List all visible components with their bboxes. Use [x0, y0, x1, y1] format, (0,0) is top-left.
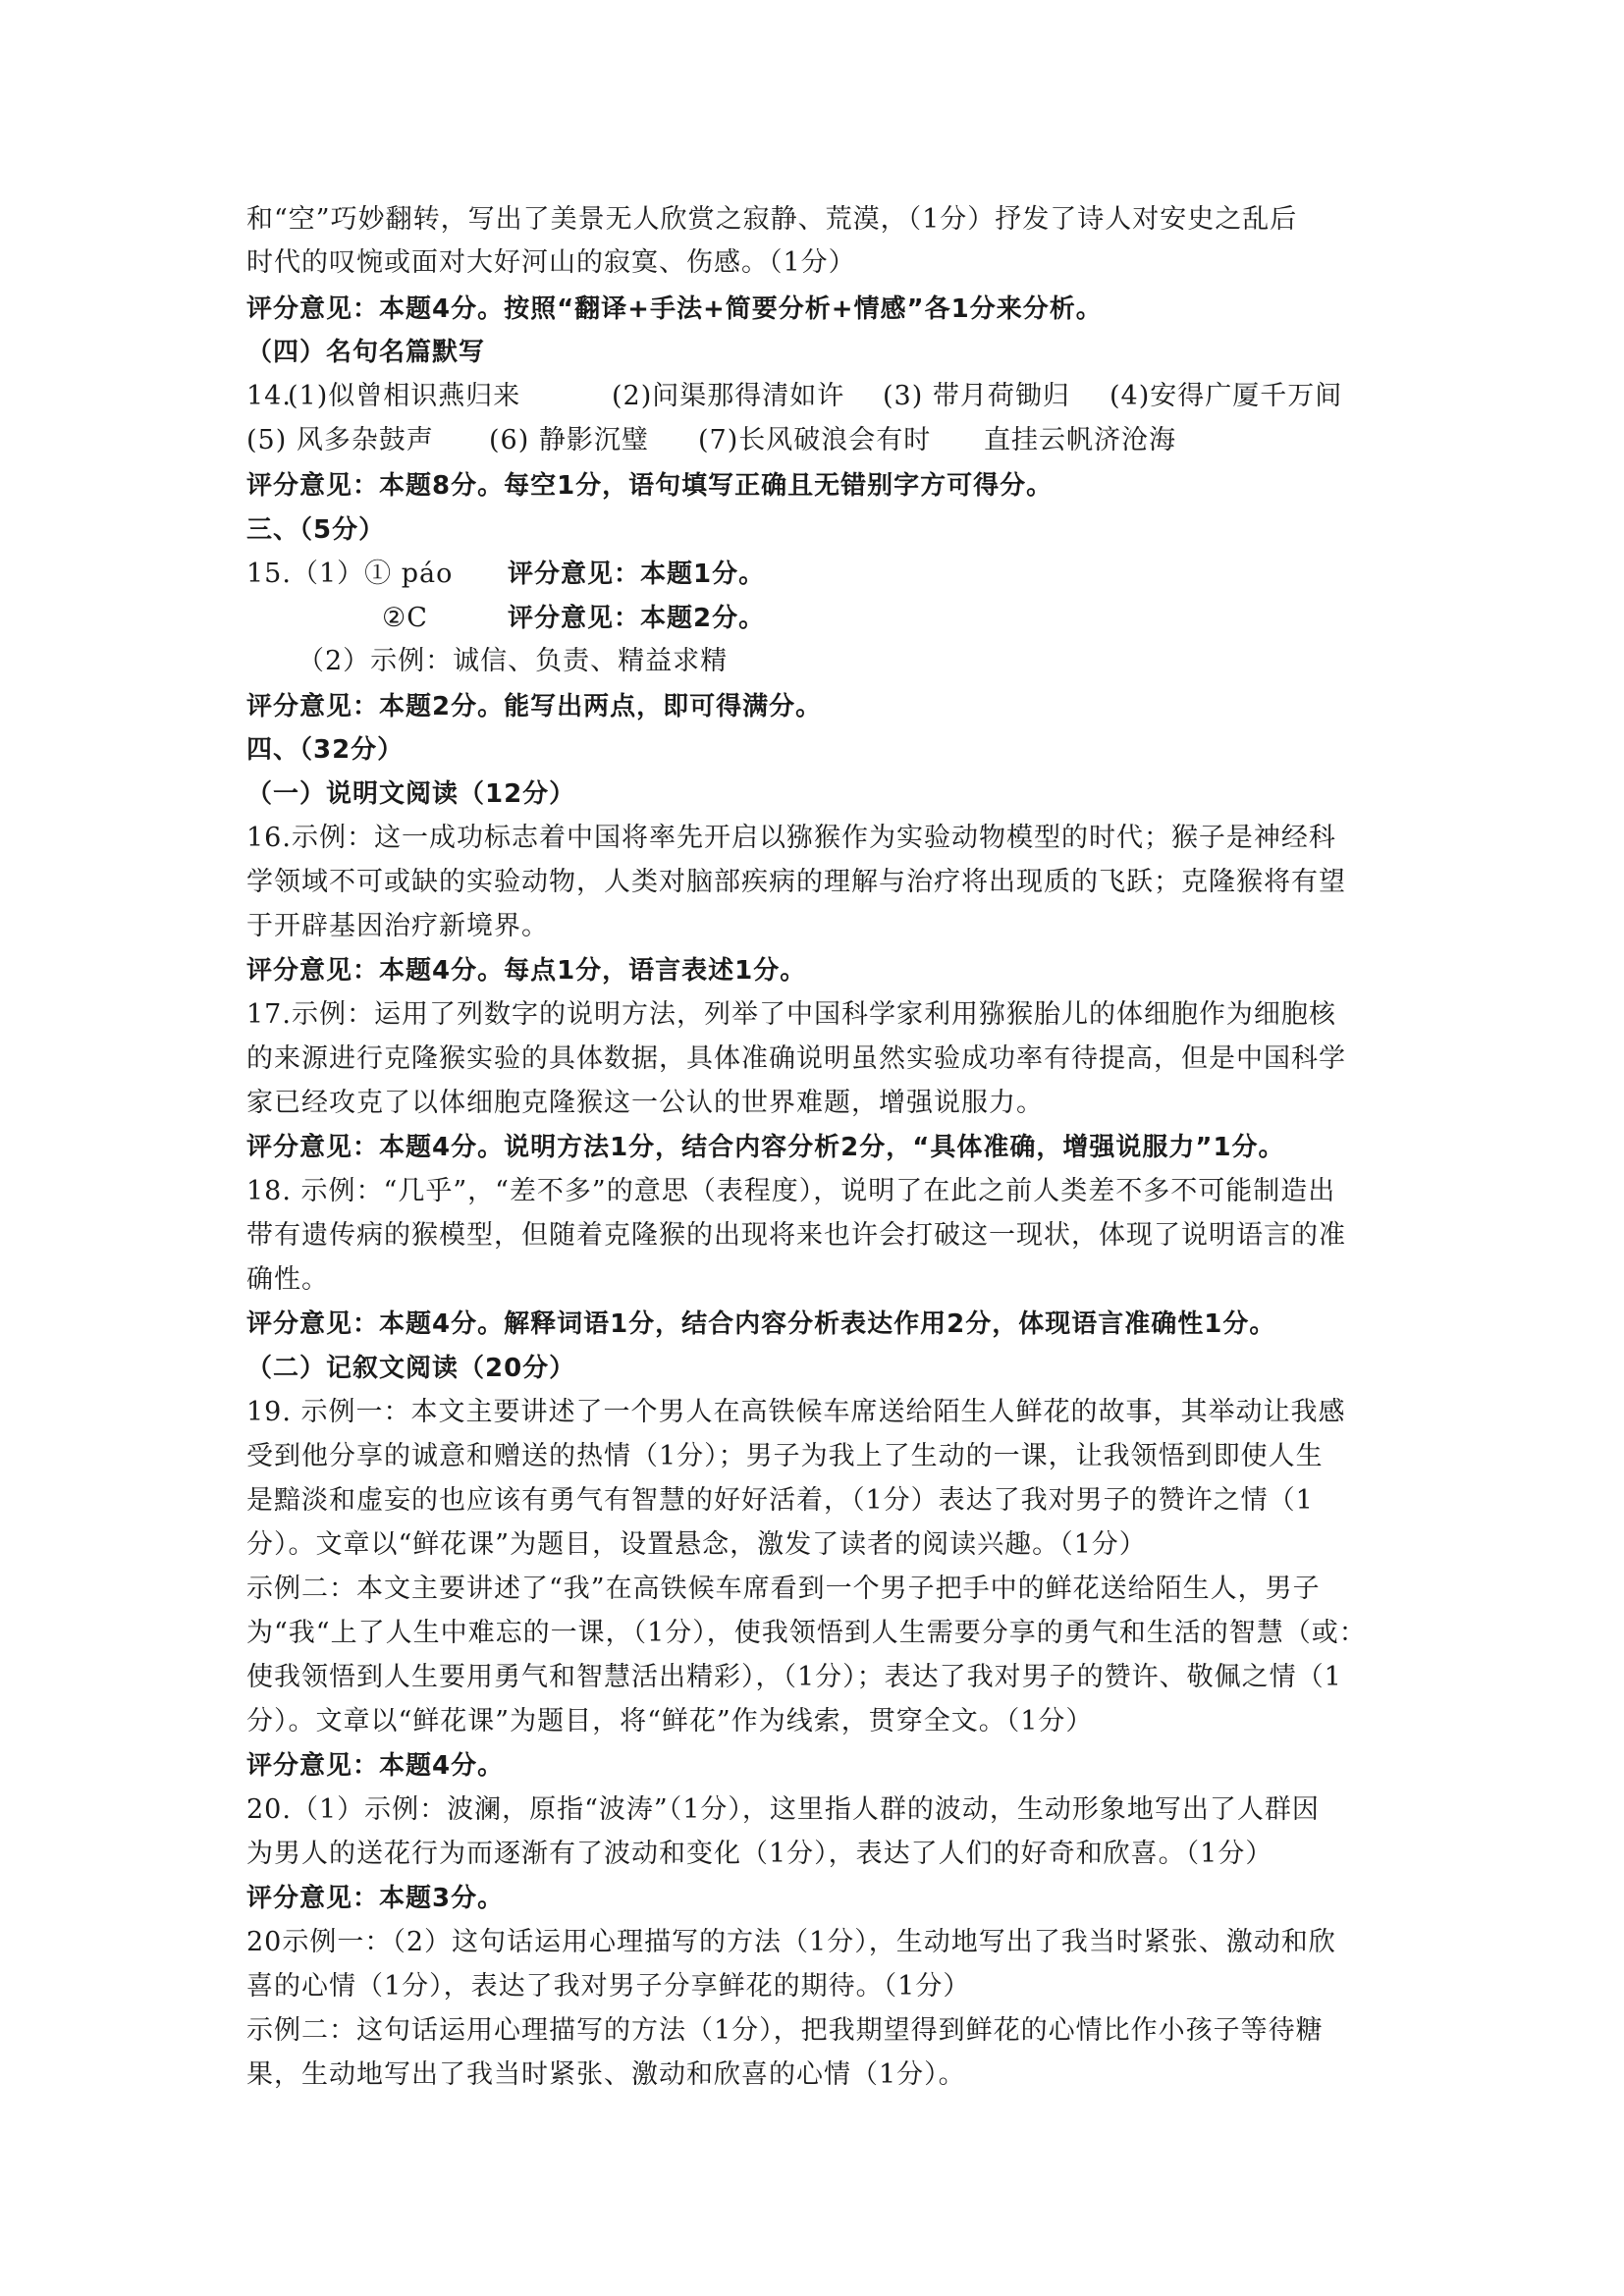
q14-answer-2: (2)问渠那得清如许 — [612, 381, 845, 411]
q15-row2 — [246, 597, 1400, 640]
q14-label: 14. — [246, 381, 292, 411]
text-line: 16.示例：这一成功标志着中国将率先开启以猕猴作为实验动物模型的时代；猴子是神经科 — [246, 823, 1336, 853]
text-line: 学领域不可或缺的实验动物，人类对脑部疾病的理解与治疗将出现质的飞跃；克隆猴将有望 — [246, 867, 1346, 897]
q15-answer-1: 15.（1）① páo — [246, 559, 454, 589]
scoring-note: 评分意见：本题1分。 — [508, 560, 766, 589]
section-heading: （一）说明文阅读（12分） — [246, 779, 576, 809]
text-line: 带有遗传病的猴模型，但随着克隆猴的出现将来也许会打破这一现状，体现了说明语言的准 — [246, 1220, 1346, 1251]
text-line: 17.示例：运用了列数字的说明方法，列举了中国科学家利用猕猴胎儿的体细胞作为细胞核 — [246, 999, 1336, 1030]
text-line: 示例二：这句话运用心理描写的方法（1分），把我期望得到鲜花的心情比作小孩子等待糖 — [246, 2015, 1324, 2046]
text-line: 确性。 — [246, 1264, 329, 1295]
q14-answer-1: (1)似曾相识燕归来 — [288, 381, 521, 411]
q14-row2 — [246, 419, 1400, 462]
section-heading: （四）名句名篇默写 — [246, 338, 486, 367]
text-line: 是黯淡和虚妄的也应该有勇气有智慧的好好活着，（1分）表达了我对男子的赞许之情（1 — [246, 1485, 1314, 1516]
text-line: 示例二：本文主要讲述了“我”在高铁候车席看到一个男子把手中的鲜花送给陌生人，男子 — [246, 1574, 1321, 1604]
scoring-note: 评分意见：本题4分。解释词语1分，结合内容分析表达作用2分，体现语言准确性1分。 — [246, 1309, 1276, 1339]
q15-answer-2: ②C — [382, 603, 428, 633]
section-heading: 四、（32分） — [246, 735, 405, 765]
q14-answer-7a: (7)长风破浪会有时 — [698, 425, 932, 455]
text-line: 时代的叹惋或面对大好河山的寂寞、伤感。（1分） — [246, 247, 856, 278]
scoring-note: 评分意见：本题4分。说明方法1分，结合内容分析2分，“具体准确，增强说服力”1分。 — [246, 1133, 1285, 1162]
q14-answer-3: (3) 带月荷锄归 — [883, 381, 1070, 411]
text-line: 和“空”巧妙翻转，写出了美景无人欣赏之寂静、荒漠，（1分）抒发了诗人对安史之乱后 — [246, 204, 1298, 235]
q14-answer-4: (4)安得广厦千万间 — [1110, 381, 1343, 411]
text-line: 使我领悟到人生要用勇气和智慧活出精彩），（1分）；表达了我对男子的赞许、敬佩之情（1 — [246, 1662, 1342, 1692]
text-line: 分）。文章以“鲜花课”为题目，设置悬念，激发了读者的阅读兴趣。（1分） — [246, 1529, 1147, 1560]
text-line: 果，生动地写出了我当时紧张、激动和欣喜的心情（1分）。 — [246, 2059, 966, 2090]
scoring-note: 评分意见：本题4分。 — [246, 1751, 505, 1781]
q14-answer-7b: 直挂云帆济沧海 — [984, 425, 1176, 455]
text-line: 18. 示例：“几乎”，“差不多”的意思（表程度），说明了在此之前人类差不多不可能制造出 — [246, 1176, 1336, 1206]
text-line: 喜的心情（1分），表达了我对男子分享鲜花的期待。（1分） — [246, 1971, 971, 2002]
section-heading: 三、（5分） — [246, 515, 386, 545]
q15-row1 — [246, 553, 1400, 596]
text-line: 20.（1）示例：波澜，原指“波涛”（1分），这里指人群的波动，生动形象地写出了人群因 — [246, 1794, 1320, 1825]
text-line: 为“我“上了人生中难忘的一课，（1分），使我领悟到人生需要分享的勇气和生活的智慧（或： — [246, 1618, 1367, 1648]
scoring-note: 评分意见：本题3分。 — [246, 1884, 505, 1913]
scoring-note: 评分意见：本题2分。能写出两点，即可得满分。 — [246, 692, 823, 721]
scoring-note: 评分意见：本题4分。每点1分，语言表述1分。 — [246, 956, 807, 986]
text-line: 受到他分享的诚意和赠送的热情（1分）；男子为我上了生动的一课，让我领悟到即使人生 — [246, 1441, 1324, 1471]
scoring-note: 评分意见：本题4分。按照“翻译+手法+简要分析+情感”各1分来分析。 — [246, 294, 1103, 324]
text-line: 的来源进行克隆猴实验的具体数据，具体准确说明虽然实验成功率有待提高，但是中国科学 — [246, 1043, 1346, 1074]
text-line: 20示例一：（2）这句话运用心理描写的方法（1分），生动地写出了我当时紧张、激动和欣 — [246, 1927, 1336, 1957]
text-line: 分）。文章以“鲜花课”为题目，将“鲜花”作为线索，贯穿全文。（1分） — [246, 1706, 1094, 1736]
scoring-note: 评分意见：本题2分。 — [508, 604, 766, 633]
text-line: 为男人的送花行为而逐渐有了波动和变化（1分），表达了人们的好奇和欣喜。（1分） — [246, 1839, 1273, 1869]
text-line: 19. 示例一：本文主要讲述了一个男人在高铁候车席送给陌生人鲜花的故事，其举动让我感 — [246, 1397, 1346, 1427]
text-line: 家已经攻克了以体细胞克隆猴这一公认的世界难题，增强说服力。 — [246, 1088, 1044, 1118]
text-line: 于开辟基因治疗新境界。 — [246, 911, 549, 941]
q14-row1 — [246, 375, 1400, 418]
section-heading: （二）记叙文阅读（20分） — [246, 1354, 576, 1383]
text-line: （2）示例：诚信、负责、精益求精 — [298, 646, 729, 676]
q14-answer-5: (5) 风多杂鼓声 — [246, 425, 434, 455]
scoring-note: 评分意见：本题8分。每空1分，语句填写正确且无错别字方可得分。 — [246, 471, 1054, 501]
q14-answer-6: (6) 静影沉璧 — [489, 425, 649, 455]
